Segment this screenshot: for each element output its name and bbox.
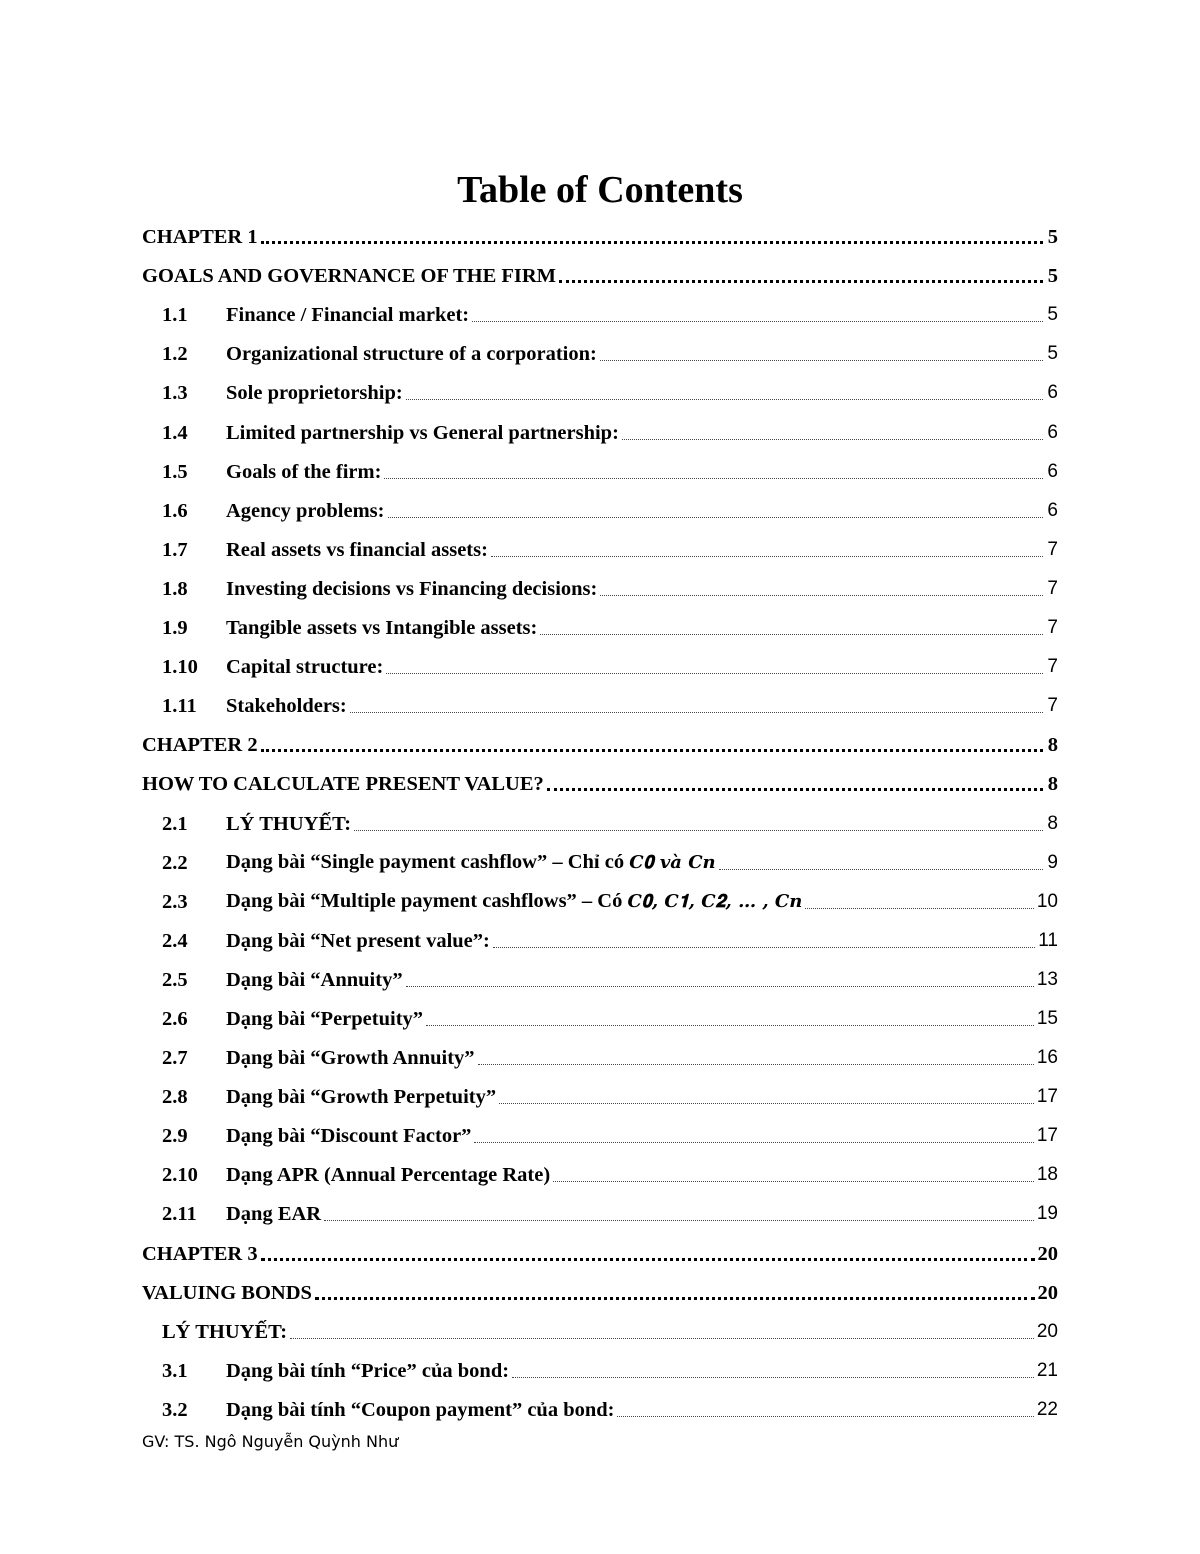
toc-page-number: 17 <box>1036 1125 1058 1147</box>
toc-page-number: 6 <box>1047 460 1058 482</box>
toc-dot-leader <box>426 1014 1034 1026</box>
toc-entry-label-text: VALUING BONDS <box>142 1281 312 1304</box>
toc-dot-leader <box>600 584 1043 596</box>
toc-page-number: 19 <box>1036 1203 1058 1225</box>
toc-entry-label <box>226 889 802 914</box>
toc-entry[interactable] <box>142 953 1058 992</box>
toc-entry-number: 2.11 <box>162 1203 197 1226</box>
toc-entry-label <box>226 1163 550 1187</box>
toc-page-number: 16 <box>1036 1047 1058 1069</box>
toc-entry-label <box>226 616 537 640</box>
toc-entry[interactable] <box>142 445 1058 484</box>
toc-entry-label-text: Dạng bài “Growth Annuity” <box>226 1047 475 1070</box>
toc-entry[interactable] <box>142 327 1058 366</box>
toc-dot-leader <box>719 858 1043 870</box>
toc-dot-leader <box>622 428 1043 440</box>
toc-dot-leader <box>478 1053 1034 1065</box>
toc-entry-label <box>226 577 597 601</box>
toc-page-number: 20 <box>1037 1242 1058 1265</box>
toc-entry[interactable] <box>142 405 1058 444</box>
toc-entry-label-text: Investing decisions vs Financing decisions: <box>226 577 598 600</box>
toc-entry-label-text: Stakeholders: <box>226 695 347 718</box>
toc-entry[interactable] <box>142 484 1058 523</box>
toc-page-number: 6 <box>1047 499 1058 521</box>
toc-page-number: 22 <box>1036 1398 1058 1420</box>
toc-entry-label <box>226 1202 321 1226</box>
toc-page-number: 6 <box>1047 421 1058 443</box>
toc-entry-label <box>226 303 469 327</box>
toc-page-number: 15 <box>1036 1007 1058 1029</box>
toc-page-number: 20 <box>1037 1281 1058 1304</box>
toc-dot-leader <box>499 1092 1034 1104</box>
toc-dot-leader <box>388 506 1044 518</box>
toc-entry-label <box>142 772 544 796</box>
toc-entry-number: 1.4 <box>162 421 188 444</box>
toc-entry-number: 3.2 <box>162 1398 188 1421</box>
toc-entry[interactable] <box>142 523 1058 562</box>
toc-dot-leader <box>617 1405 1033 1417</box>
toc-entry-label-text: CHAPTER 1 <box>142 226 258 249</box>
toc-entry-number: 2.6 <box>162 1007 188 1030</box>
toc-entry-label-text: Capital structure: <box>226 656 384 679</box>
toc-page-number: 21 <box>1036 1359 1058 1381</box>
toc-entry[interactable] <box>142 914 1058 953</box>
toc-entry[interactable] <box>142 1070 1058 1109</box>
toc-dot-leader <box>354 819 1043 831</box>
toc-entry-label <box>226 460 381 484</box>
toc-dot-leader <box>493 936 1035 948</box>
toc-entry-number: 2.1 <box>162 812 188 835</box>
toc-entry-number: 1.2 <box>162 343 188 366</box>
toc-entry-label-text: Agency problems: <box>226 499 385 522</box>
toc-entry-label-text: Goals of the firm: <box>226 460 382 483</box>
toc-entry-label <box>226 655 383 679</box>
toc-entry-number: 1.7 <box>162 538 188 561</box>
toc-entry-label-text: Dạng APR (Annual Percentage Rate) <box>226 1164 551 1187</box>
toc-entry-label <box>226 1398 614 1422</box>
toc-dot-leader <box>261 232 1043 244</box>
toc-entry-label-text: Dạng bài tính “Price” của bond: <box>226 1359 510 1382</box>
toc-entry[interactable] <box>142 601 1058 640</box>
toc-dot-leader <box>559 271 1043 283</box>
toc-entry-label-text: Dạng bài “Multiple payment cashflows” – Có <box>226 889 628 912</box>
toc-page-number: 17 <box>1036 1086 1058 1108</box>
toc-entry[interactable] <box>142 210 1058 249</box>
toc-page-number: 5 <box>1047 343 1058 365</box>
toc-page-number: 7 <box>1047 538 1058 560</box>
toc-entry-label-text: Dạng EAR <box>226 1203 322 1226</box>
toc-dot-leader <box>324 1209 1034 1221</box>
toc-entry-number: 2.9 <box>162 1125 188 1148</box>
toc-entry-label-text: Tangible assets vs Intangible assets: <box>226 617 538 640</box>
toc-entry-label-text: GOALS AND GOVERNANCE OF THE FIRM <box>142 265 557 288</box>
toc-dot-leader <box>261 1249 1035 1261</box>
toc-dot-leader <box>406 388 1043 400</box>
toc-entry[interactable] <box>142 875 1058 914</box>
toc-entry-label <box>142 1242 258 1266</box>
toc-entry-number: 1.6 <box>162 499 188 522</box>
toc-dot-leader <box>547 779 1043 791</box>
toc-page-number: 7 <box>1047 695 1058 717</box>
toc-dot-leader <box>474 1131 1033 1143</box>
toc-entry[interactable] <box>142 796 1058 835</box>
toc-entry-label-text: Real assets vs financial assets: <box>226 538 488 561</box>
toc-dot-leader <box>553 1170 1034 1182</box>
toc-entry-label <box>226 342 597 366</box>
toc-page-number: 8 <box>1047 773 1058 796</box>
toc-entry[interactable] <box>142 1305 1058 1344</box>
toc-entry-number: 1.5 <box>162 460 188 483</box>
toc-entry[interactable] <box>142 1031 1058 1070</box>
toc-entry-math: 𝑪𝟎, 𝑪𝟏, 𝑪𝟐, … , 𝑪𝒏 <box>627 890 803 912</box>
toc-page-number: 7 <box>1047 656 1058 678</box>
toc-entry[interactable] <box>142 1383 1058 1422</box>
toc-page-number: 5 <box>1047 226 1058 249</box>
toc-entry-label-text: Finance / Financial market: <box>226 304 470 327</box>
toc-dot-leader <box>491 545 1043 557</box>
toc-entry-number: 1.8 <box>162 577 188 600</box>
toc-entry-number: 1.10 <box>162 656 198 679</box>
toc-entry-number: 3.1 <box>162 1359 188 1382</box>
toc-entry-number: 1.1 <box>162 304 188 327</box>
page-footer: GV: TS. Ngô Nguyễn Quỳnh Như <box>142 1432 399 1451</box>
toc-entry[interactable] <box>142 1148 1058 1187</box>
toc-entry[interactable] <box>142 288 1058 327</box>
toc-entry-label-text: Dạng bài “Annuity” <box>226 968 403 991</box>
toc-dot-leader <box>512 1366 1034 1378</box>
toc-entry-label <box>226 538 488 562</box>
toc-page-number: 5 <box>1047 265 1058 288</box>
toc-entry-label <box>226 694 347 718</box>
toc-entry-label <box>226 381 403 405</box>
toc-page-number: 11 <box>1038 929 1058 951</box>
toc-entry-label <box>142 225 258 249</box>
toc-page-number: 13 <box>1036 968 1058 990</box>
toc-page-number: 10 <box>1036 890 1058 912</box>
toc-entry[interactable] <box>142 366 1058 405</box>
toc-entry-label <box>226 968 403 992</box>
toc-entry-number: 2.3 <box>162 890 188 913</box>
toc-entry-label <box>226 421 619 445</box>
toc-entry-number: 1.11 <box>162 695 197 718</box>
toc-entry-label <box>142 1281 312 1305</box>
toc-entry-number: 2.4 <box>162 929 188 952</box>
toc-entry[interactable] <box>142 1344 1058 1383</box>
toc-entry-label <box>226 1359 509 1383</box>
toc-page-number: 7 <box>1047 577 1058 599</box>
toc-dot-leader <box>384 467 1043 479</box>
toc-entry-number: 2.5 <box>162 968 188 991</box>
toc-entry-label-text: Dạng bài “Growth Perpetuity” <box>226 1086 497 1109</box>
toc-dot-leader <box>350 701 1043 713</box>
toc-page-number: 20 <box>1036 1320 1058 1342</box>
toc-entry-label <box>226 1085 496 1109</box>
toc-entry-label <box>142 1320 287 1344</box>
toc-entry-label-text: CHAPTER 2 <box>142 734 258 757</box>
toc-dot-leader <box>261 740 1043 752</box>
toc-page-number: 8 <box>1047 734 1058 757</box>
toc-entry-label-text: Organizational structure of a corporation: <box>226 343 597 366</box>
toc-page-number: 9 <box>1047 851 1058 873</box>
toc-dot-leader <box>805 897 1034 909</box>
toc-entry-label-text: Limited partnership vs General partnership: <box>226 421 619 444</box>
toc-entry-label <box>226 929 490 953</box>
toc-entry-label-text: Sole proprietorship: <box>226 382 403 405</box>
toc-page-number: 7 <box>1047 617 1058 639</box>
toc-entry[interactable] <box>142 757 1058 796</box>
toc-entry[interactable] <box>142 718 1058 757</box>
toc-entry-label-text: Dạng bài tính “Coupon payment” của bond: <box>226 1398 615 1421</box>
toc-dot-leader <box>600 349 1043 361</box>
toc-page-number: 8 <box>1047 812 1058 834</box>
toc-entry-label <box>226 1007 423 1031</box>
toc-entry[interactable] <box>142 1187 1058 1226</box>
toc-entry[interactable] <box>142 992 1058 1031</box>
toc-page-number: 6 <box>1047 382 1058 404</box>
toc-list <box>142 210 1058 1422</box>
toc-entry[interactable] <box>142 836 1058 875</box>
toc-entry-label-text: Dạng bài “Single payment cashflow” – Chỉ có <box>226 850 630 873</box>
toc-entry[interactable] <box>142 1226 1058 1265</box>
toc-dot-leader <box>406 975 1034 987</box>
toc-entry-label-text: CHAPTER 3 <box>142 1242 258 1265</box>
toc-page-number: 18 <box>1036 1164 1058 1186</box>
toc-dot-leader <box>472 310 1043 322</box>
toc-entry-label-text: HOW TO CALCULATE PRESENT VALUE? <box>142 773 544 796</box>
toc-dot-leader <box>315 1288 1035 1300</box>
toc-entry-number: 1.9 <box>162 617 188 640</box>
toc-entry-label <box>226 1046 475 1070</box>
toc-entry-number: 2.2 <box>162 851 188 874</box>
toc-entry-number: 2.10 <box>162 1164 198 1187</box>
toc-entry-label-text: Dạng bài “Discount Factor” <box>226 1125 472 1148</box>
toc-entry-label-text: LÝ THUYẾT: <box>226 812 352 835</box>
toc-entry-label <box>226 1124 471 1148</box>
toc-entry[interactable] <box>142 1109 1058 1148</box>
toc-entry-label-text: LÝ THUYẾT: <box>162 1320 288 1343</box>
toc-entry-label-text: Dạng bài “Net present value”: <box>226 929 490 952</box>
toc-entry-label <box>142 733 258 757</box>
toc-entry-math: 𝑪𝟎 và 𝑪𝒏 <box>629 851 716 873</box>
toc-dot-leader <box>386 662 1043 674</box>
toc-entry-label <box>226 499 385 523</box>
toc-entry[interactable] <box>142 249 1058 288</box>
toc-entry-label <box>142 264 556 288</box>
toc-entry[interactable] <box>142 1266 1058 1305</box>
toc-entry[interactable] <box>142 679 1058 718</box>
toc-entry-number: 2.7 <box>162 1047 188 1070</box>
toc-title: Table of Contents <box>457 169 743 211</box>
toc-dot-leader <box>540 623 1043 635</box>
toc-dot-leader <box>290 1327 1034 1339</box>
toc-entry[interactable] <box>142 562 1058 601</box>
toc-page-number: 5 <box>1047 304 1058 326</box>
toc-entry-label <box>226 812 351 836</box>
toc-entry[interactable] <box>142 640 1058 679</box>
toc-entry-label <box>226 850 716 875</box>
toc-entry-label-text: Dạng bài “Perpetuity” <box>226 1007 424 1030</box>
toc-entry-number: 2.8 <box>162 1086 188 1109</box>
toc-entry-number: 1.3 <box>162 382 188 405</box>
